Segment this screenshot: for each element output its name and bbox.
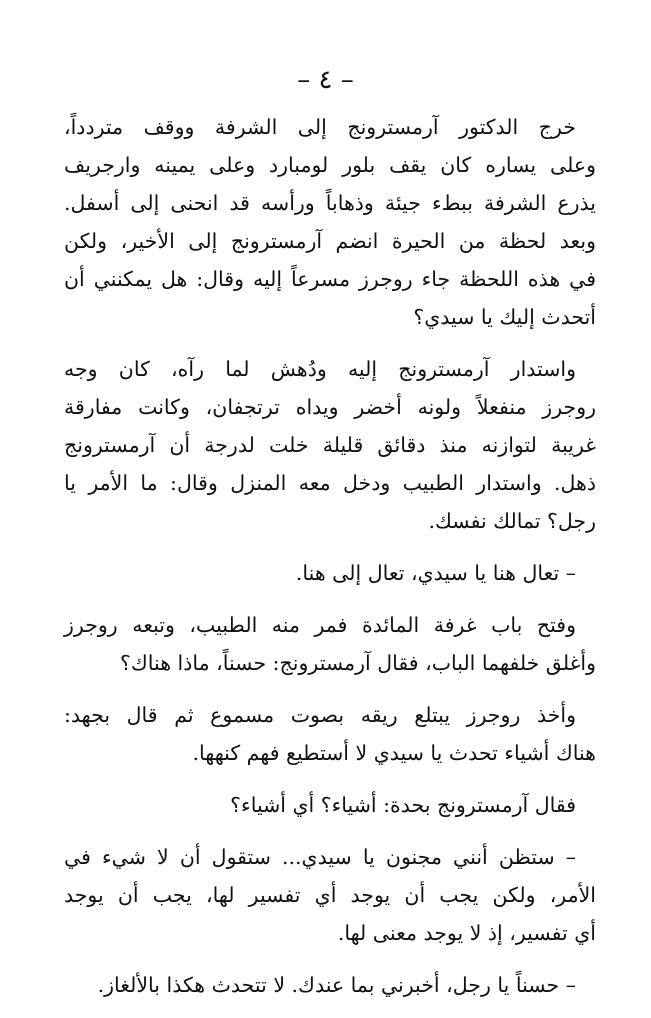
paragraph <box>64 696 596 772</box>
paragraph <box>64 554 596 592</box>
text-line: وبعد لحظة من الحيرة انضم آرمسترونج إلى الأخير، ولكن <box>64 229 596 253</box>
text-line: ذهل. واستدار الطبيب ودخل معه المنزل وقال: ما الأمر يا <box>64 471 596 495</box>
paragraph <box>64 606 596 682</box>
text-line: – تعال هنا يا سيدي، تعال إلى هنا. <box>295 561 576 585</box>
text-line: أتحدث إليك يا سيدي؟ <box>413 305 596 329</box>
text-line: رجل؟ تمالك نفسك. <box>428 509 596 533</box>
text-line: واستدار آرمسترونج إليه ودُهش لما رآه، كان وجه <box>64 357 576 381</box>
paragraph <box>64 786 596 824</box>
paragraph <box>64 350 596 540</box>
text-line: الأمر، ولكن يجب أن يوجد أي تفسير لها، يجب أن يوجد <box>64 883 596 907</box>
text-line: روجرز منفعلاً ولونه أخضر ويداه ترتجفان، وكانت مفارقة <box>64 395 596 419</box>
text-line: في هذه اللحظة جاء روجرز مسرعاً إليه وقال: هل يمكنني أن <box>64 267 596 291</box>
text-line: خرج الدكتور آرمسترونج إلى الشرفة ووقف متردداً، <box>64 115 576 139</box>
text-line: غريبة لتوازنه منذ دقائق قليلة خلت لدرجة أن آرمسترونج <box>64 433 596 457</box>
text-line: هناك أشياء تحدث يا سيدي لا أستطيع فهم كنهها. <box>192 741 596 765</box>
text-line: فقال آرمسترونج بحدة: أشياء؟ أي أشياء؟ <box>230 793 576 817</box>
body-text <box>64 108 596 1018</box>
text-line: – حسناً يا رجل، أخبرني بما عندك. لا تتحدث هكذا بالألغاز. <box>97 973 576 997</box>
paragraph <box>64 108 596 336</box>
text-line: وأخذ روجرز يبتلع ريقه بصوت مسموع ثم قال بجهد: <box>64 703 576 727</box>
text-line: – ستظن أنني مجنون يا سيدي... ستقول أن لا شيء في <box>64 845 576 869</box>
text-line: وأغلق خلفهما الباب، فقال آرمسترونج: حسناً، ماذا هناك؟ <box>120 651 596 675</box>
text-line: وفتح باب غرفة المائدة فمر منه الطبيب، وتبعه روجرز <box>64 613 576 637</box>
text-line: أي تفسير، إذ لا يوجد معنى لها. <box>337 921 596 945</box>
text-line: يذرع الشرفة ببطء جيئة وذهاباً ورأسه قد انحنى إلى أسفل. <box>64 191 596 215</box>
page-number: – ٤ – <box>297 65 354 95</box>
paragraph <box>64 966 596 1004</box>
paragraph <box>64 838 596 952</box>
text-line: وعلى يساره كان يقف بلور لومبارد وعلى يمينه وارجريف <box>64 153 596 177</box>
